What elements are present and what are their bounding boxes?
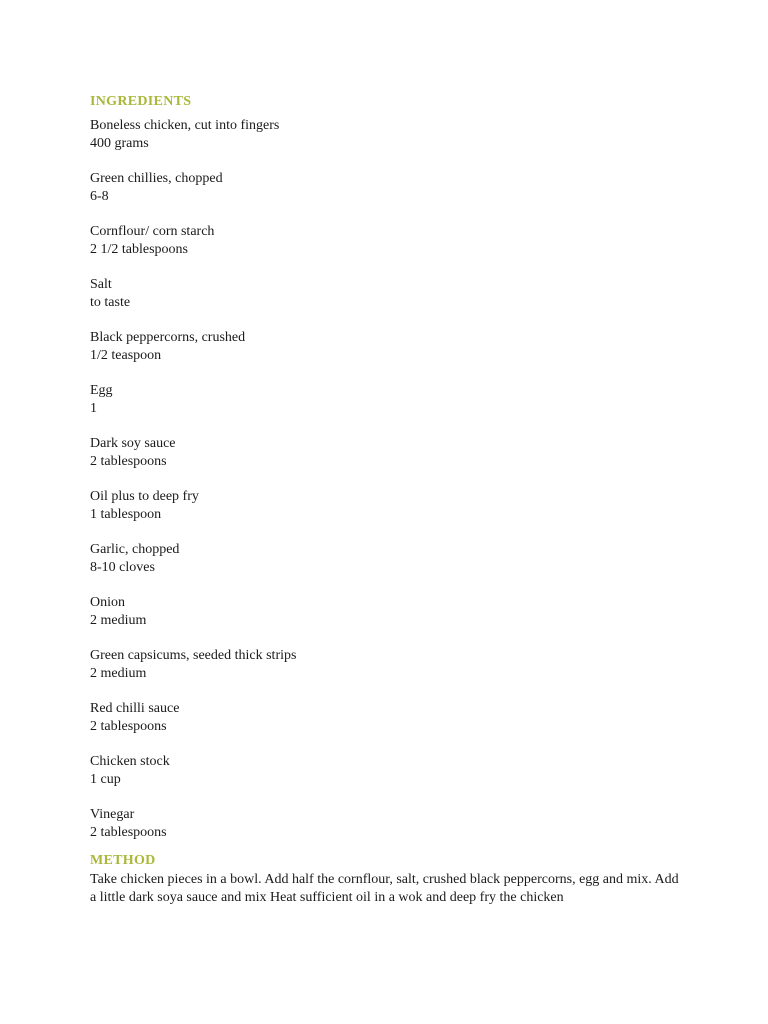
ingredient-item [90, 382, 690, 418]
ingredient-quantity: 2 tablespoons [90, 719, 167, 734]
recipe-document [90, 93, 690, 907]
ingredient-item [90, 753, 690, 789]
ingredient-quantity: 8-10 cloves [90, 560, 155, 575]
ingredient-item [90, 170, 690, 206]
ingredient-quantity: 1 cup [90, 772, 121, 787]
ingredient-item [90, 806, 690, 842]
ingredient-quantity: 400 grams [90, 136, 149, 151]
ingredient-quantity: 1/2 teaspoon [90, 348, 162, 363]
ingredients-list [90, 117, 690, 842]
ingredient-quantity: 2 medium [90, 613, 147, 628]
method-paragraph: Take chicken pieces in a bowl. Add half the cornflour, salt, crushed black peppercorns, egg and mix. Add a little dark soya sauce and mix Heat sufficient oil in a wok and deep fry the chicken [90, 872, 679, 905]
ingredient-name: Green capsicums, seeded thick strips [90, 648, 297, 663]
ingredient-quantity: 2 medium [90, 666, 147, 681]
ingredient-quantity: 2 tablespoons [90, 454, 167, 469]
ingredient-name: Black peppercorns, crushed [90, 330, 246, 345]
ingredient-name: Boneless chicken, cut into fingers [90, 118, 280, 133]
ingredient-name: Onion [90, 595, 125, 610]
ingredient-name: Oil plus to deep fry [90, 489, 199, 504]
ingredient-name: Egg [90, 383, 113, 398]
ingredient-quantity: 2 1/2 tablespoons [90, 242, 188, 257]
ingredient-item [90, 594, 690, 630]
ingredient-name: Salt [90, 277, 112, 292]
ingredient-quantity: 1 [90, 401, 97, 416]
ingredient-item [90, 435, 690, 471]
ingredient-item [90, 647, 690, 683]
ingredients-heading: INGREDIENTS [90, 94, 192, 109]
method-heading: METHOD [90, 853, 156, 868]
ingredient-name: Dark soy sauce [90, 436, 176, 451]
ingredient-item [90, 329, 690, 365]
ingredient-name: Chicken stock [90, 754, 170, 769]
ingredient-item [90, 488, 690, 524]
ingredient-item [90, 117, 690, 153]
ingredient-name: Red chilli sauce [90, 701, 180, 716]
ingredient-name: Garlic, chopped [90, 542, 180, 557]
ingredient-item [90, 541, 690, 577]
ingredient-quantity: 6-8 [90, 189, 109, 204]
ingredient-quantity: 1 tablespoon [90, 507, 162, 522]
ingredient-item [90, 700, 690, 736]
ingredient-item [90, 276, 690, 312]
ingredient-item [90, 223, 690, 259]
ingredient-name: Green chillies, chopped [90, 171, 223, 186]
ingredient-quantity: to taste [90, 295, 131, 310]
ingredient-quantity: 2 tablespoons [90, 825, 167, 840]
ingredient-name: Cornflour/ corn starch [90, 224, 215, 239]
ingredient-name: Vinegar [90, 807, 135, 822]
